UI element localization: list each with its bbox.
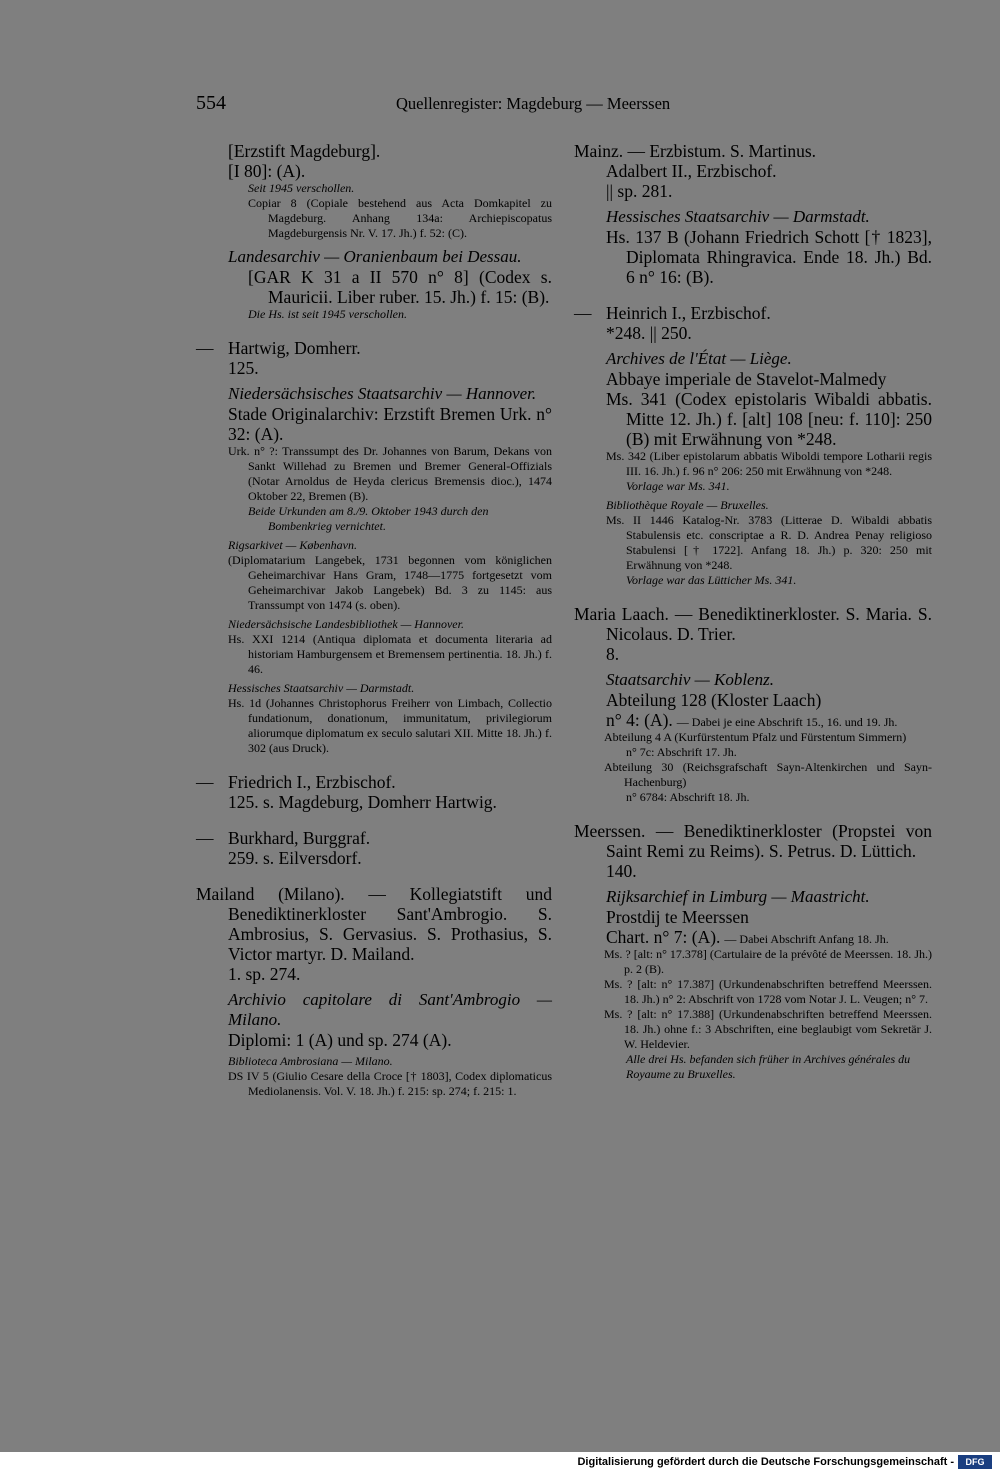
entry-reference: 125. s. Magdeburg, Domherr Hartwig. [228,792,497,812]
manuscript-entry: Urk. n° ?: Transsumpt des Dr. Johannes von Barum, Dekans von Sankt Willehad zu Bremen und Bremer General-Offizials (Notar Arnoldus de Heyda clericus Bremensis dioc.), 1474 Oktober 22, Bremen (B). [228,444,552,503]
entry-mailand [196,884,552,1099]
remark: — Dabei je eine Abschrift 15., 16. und 19. Jh. [676,715,898,729]
manuscript-entry: (Diplomatarium Langebek, 1731 begonnen vom königlichen Geheimarchivar Hans Gram, 1748—1775 fortgesetzt vom Geheimarchivar Jakob Langebek) Bd. 3 zu 1145: aus Transsumpt von 1474 (s. oben). [228,553,552,612]
entry-number: 8. [606,644,620,664]
entry-heading: Mailand (Milano). — Kollegiatstift und Benediktinerkloster Sant'Ambrogio. S. Ambrosius, S. Gervasius. S. Prothasius, S. Victor martyr. D. Mailand. [196,884,552,964]
archive-location: Archives de l'État — Liège. [606,349,792,368]
entry-dash: — [196,338,214,358]
entry-number: 125. [228,358,259,378]
archive-location: Hessisches Staatsarchiv — Darmstadt. [228,681,415,695]
entry-number: 1. sp. 274. [228,964,301,984]
entry-heading: Heinrich I., Erzbischof. [606,303,771,323]
manuscript-entry: Hs. 137 B (Johann Friedrich Schott [† 1823], Diplomata Rhingravica. Ende 18. Jh.) Bd. 6 n° 16: (B). [606,227,932,287]
entry-heinrich [574,303,932,588]
manuscript-entry: Stade Originalarchiv: Erzstift Bremen Urk. n° 32: (A). [228,404,552,444]
manuscript-entry: Ms. 341 (Codex epistolaris Wibaldi abbatis. Mitte 12. Jh.) f. [alt] 108 [neu: f. 110]: 250 (B) mit Erwähnung von *248. [606,389,932,449]
manuscript-entry: DS IV 5 (Giulio Cesare della Croce [† 1803], Codex diplomaticus Mediolanensis. Vol. V. 18. Jh.) f. 215: sp. 274; f. 215: 1. [228,1069,552,1098]
manuscript-entry: Hs. XXI 1214 (Antiqua diplomata et documenta literaria ad historiam Hamburgensem et Bremensem pertinentia. 18. Jh.) f. 46. [228,632,552,676]
manuscript-entry: Copiar 8 (Copiale bestehend aus Acta Domkapitel zu Magdeburg. Anhang 134a: Archiepiscopatus Magdeburgensis Nr. V. 17. Jh.) f. 52: (C). [248,196,552,240]
entry-heading: Meerssen. — Benediktinerkloster (Propstei von Saint Remi zu Reims). S. Petrus. D. Lüttich. [574,821,932,861]
archive-location: Staatsarchiv — Koblenz. [606,670,774,689]
archive-location: Rigsarkivet — København. [228,538,357,552]
manuscript-group: Abteilung 30 (Reichsgrafschaft Sayn-Altenkirchen und Sayn-Hachenburg) [604,760,932,789]
entry-heading: Mainz. — Erzbistum. S. Martinus. [574,141,817,161]
archive-location: Niedersächsische Landesbibliothek — Hannover. [228,617,464,631]
entry-heading: Hartwig, Domherr. [228,338,361,358]
shelfmark: Chart. n° 7: (A). [606,927,721,947]
entry-maria-laach [574,604,932,805]
manuscript-entry: n° 7c: Abschrift 17. Jh. [626,745,737,759]
note: Die Hs. ist seit 1945 verschollen. [248,307,407,321]
manuscript-entry [574,710,932,730]
page-number: 554 [196,92,226,114]
entry-erzstift-magdeburg [196,141,552,322]
manuscript-group: Abteilung 128 (Kloster Laach) [606,690,822,710]
left-column [196,141,552,1115]
archive-location: Rijksarchief in Limburg — Maastricht. [606,887,870,906]
shelfmark: n° 4: (A). [606,710,673,730]
entry-number: || sp. 281. [606,181,673,201]
archive-location: Bibliothèque Royale — Bruxelles. [606,498,769,512]
note: Vorlage war das Lütticher Ms. 341. [626,573,797,587]
manuscript-entry: Ms. ? [alt: n° 17.378] (Cartulaire de la prévôté de Meerssen. 18. Jh.) p. 2 (B). [604,947,932,976]
manuscript-entry: Ms. 342 (Liber epistolarum abbatis Wiboldi tempore Lotharii regis III. 16. Jh.) f. 96 n° 206: 250 mit Erwähnung von *248. [606,449,932,478]
manuscript-group: Abbaye imperiale de Stavelot-Malmedy [606,369,887,389]
entry-heading: Friedrich I., Erzbischof. [228,772,396,792]
archive-location: Hessisches Staatsarchiv — Darmstadt. [606,207,870,226]
archive-location: Archivio capitolare di Sant'Ambrogio — Milano. [228,990,552,1029]
entry-mainz [574,141,932,287]
entry-dash: — [196,772,214,792]
dfg-logo-icon: DFG [958,1455,992,1469]
manuscript-entry: Ms. ? [alt: n° 17.388] (Urkundenabschriften betreffend Meerssen. 18. Jh.) ohne f.: 3 Abschriften, eine beglaubigt vom Sekretär J. W. Heldevier. [604,1007,932,1051]
note: Alle drei Hs. befanden sich früher in Archives générales du Royaume zu Bruxelles. [626,1052,911,1081]
manuscript-entry: n° 6784: Abschrift 18. Jh. [626,790,750,804]
running-title: Quellenregister: Magdeburg — Meerssen [396,94,671,113]
manuscript-entry: Diplomi: 1 (A) und sp. 274 (A). [228,1030,452,1050]
entry-friedrich [196,772,552,812]
entry-heading: [Erzstift Magdeburg]. [228,141,381,161]
footer-credit: Digitalisierung gefördert durch die Deutsche Forschungsgemeinschaft - [577,1456,954,1468]
entry-meerssen [574,821,932,1082]
page-header [196,92,936,116]
entry-number: 140. [606,861,637,881]
manuscript-group: Prostdij te Meerssen [606,907,749,927]
entry-reference: 259. s. Eilversdorf. [228,848,362,868]
note: Vorlage war Ms. 341. [626,479,730,493]
manuscript-entry: [GAR K 31 a II 570 n° 8] (Codex s. Mauricii. Liber ruber. 15. Jh.) f. 15: (B). [248,267,552,307]
entry-number: *248. || 250. [606,323,692,343]
shelfmark: [I 80]: (A). [228,161,306,181]
manuscript-entry: Hs. 1d (Johannes Christophorus Freiherr von Limbach, Collectio fundationum, donationum, immunitatum, privilegiorum aliorumque diplomatum ex seculo salutari XII. Mitte 18. Jh.) f. 302 (aus Druck). [228,696,552,755]
note: Beide Urkunden am 8./9. Oktober 1943 durch den Bombenkrieg vernichtet. [248,504,489,533]
footer-bar [0,1452,1000,1473]
entry-dash: — [196,828,214,848]
note: Seit 1945 verschollen. [248,181,355,195]
right-column [574,141,932,1098]
manuscript-entry: Ms. ? [alt: n° 17.387] (Urkundenabschriften betreffend Meerssen. 18. Jh.) n° 2: Abschrift von 1728 vom Notar J. L. Veugen; n° 7. [604,977,932,1006]
entry-heading: Maria Laach. — Benediktinerkloster. S. Maria. S. Nicolaus. D. Trier. [574,604,932,644]
entry-hartwig [196,338,552,756]
manuscript-entry: Ms. II 1446 Katalog-Nr. 3783 (Litterae D. Wibaldi abbatis Stabulensis etc. conscriptae a R. D. Andrea Penay religioso Stabulensi [† 1722]. Anfang 18. Jh.) p. 320: 250 mit Erwähnung von *248. [606,513,932,572]
manuscript-group: Abteilung 4 A (Kurfürstentum Pfalz und Fürstentum Simmern) [604,730,907,744]
archive-location: Biblioteca Ambrosiana — Milano. [228,1054,393,1068]
entry-dash: — [574,303,592,323]
archive-location: Niedersächsisches Staatsarchiv — Hannover. [228,384,537,403]
manuscript-entry [574,927,932,947]
remark: — Dabei Abschrift Anfang 18. Jh. [724,932,889,946]
entry-subheading: Adalbert II., Erzbischof. [606,161,777,181]
entry-heading: Burkhard, Burggraf. [228,828,371,848]
entry-burkhard [196,828,552,868]
archive-location: Landesarchiv — Oranienbaum bei Dessau. [228,247,522,266]
